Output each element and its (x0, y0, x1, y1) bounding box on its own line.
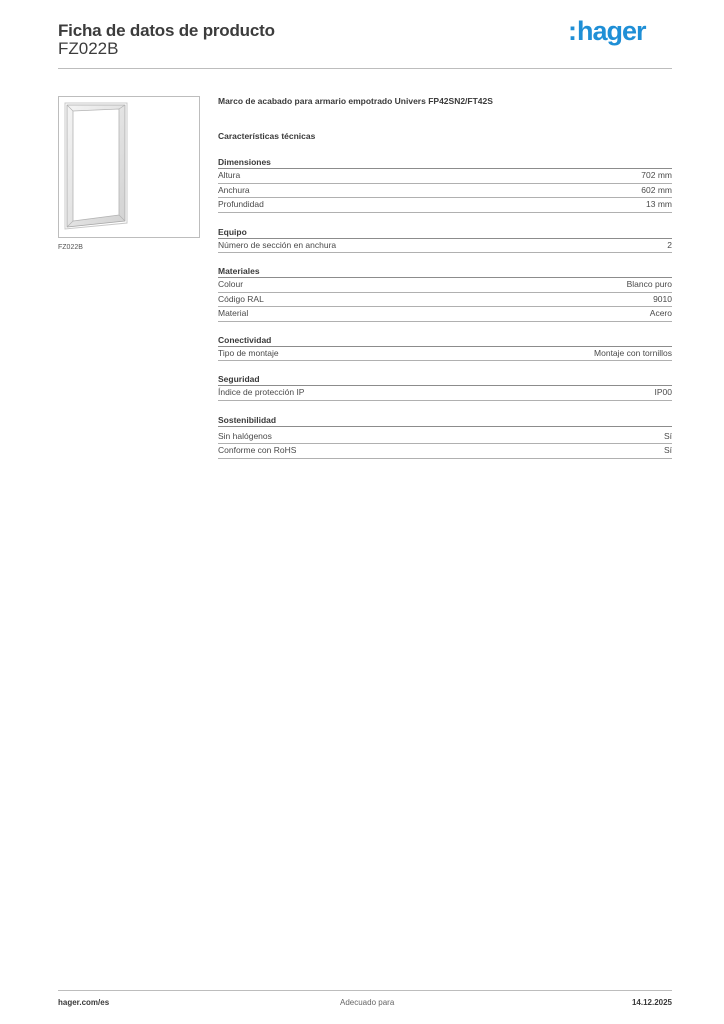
image-caption: FZ022B (58, 244, 83, 251)
spec-value: Blanco puro (626, 279, 672, 289)
spec-value: IP00 (654, 387, 672, 397)
header-divider (58, 68, 672, 69)
footer-date: 14.12.2025 (631, 998, 672, 1007)
section-title: Sostenibilidad (218, 415, 672, 427)
spec-row (218, 184, 672, 199)
spec-value: 2 (667, 239, 672, 250)
page-title: Ficha de datos de producto (58, 21, 275, 40)
logo-colon-icon: : (568, 16, 577, 46)
spec-label: Índice de protección IP (218, 387, 305, 397)
spec-value: 13 mm (646, 199, 672, 209)
spec-row (218, 278, 672, 293)
spec-value: 702 mm (641, 170, 672, 180)
section-seguridad (218, 374, 672, 401)
section-title: Seguridad (218, 374, 672, 386)
spec-label: Profundidad (218, 199, 264, 209)
spec-label: Conforme con RoHS (218, 445, 297, 455)
section-sostenibilidad (218, 415, 672, 459)
spec-label: Anchura (218, 184, 250, 195)
spec-label: Material (218, 308, 249, 318)
spec-row (218, 444, 672, 459)
spec-content (218, 96, 672, 459)
section-title: Conectividad (218, 335, 672, 347)
hager-logo (568, 16, 646, 47)
spec-value: Sí (663, 445, 672, 455)
spec-label: Sin halógenos (218, 430, 272, 441)
frame-product-image-icon (59, 97, 199, 237)
section-title: Equipo (218, 227, 672, 239)
spec-row (218, 293, 672, 308)
spec-row (218, 169, 672, 184)
spec-row (218, 347, 672, 362)
spec-value: 9010 (653, 293, 672, 304)
spec-value: Sí (663, 430, 672, 441)
spec-label: Código RAL (218, 293, 264, 304)
spec-row (218, 198, 672, 213)
logo-text: hager (577, 16, 646, 46)
spec-label: Número de sección en anchura (218, 239, 337, 250)
section-materiales (218, 266, 672, 322)
spec-label: Colour (218, 279, 244, 289)
spec-label: Altura (218, 170, 241, 180)
section-title: Materiales (218, 266, 672, 278)
footer-divider (58, 990, 672, 991)
product-description: Marco de acabado para armario empotrado Univers FP42SN2/FT42S (218, 96, 493, 106)
tech-heading: Características técnicas (218, 131, 316, 141)
section-title: Dimensiones (218, 157, 672, 169)
footer-website-link[interactable]: hager.com/es (58, 998, 110, 1007)
spec-row (218, 239, 672, 254)
spec-row (218, 430, 672, 445)
spec-row (218, 307, 672, 322)
spec-row (218, 386, 672, 401)
footer-suitable-for: Adecuado para (340, 998, 395, 1007)
section-conectividad (218, 335, 672, 362)
spec-value: 602 mm (641, 184, 672, 195)
spec-value: Montaje con tornillos (594, 347, 672, 358)
spec-label: Tipo de montaje (218, 347, 279, 358)
section-equipo (218, 227, 672, 254)
product-code: FZ022B (58, 39, 119, 58)
spec-value: Acero (649, 308, 672, 318)
section-dimensiones (218, 157, 672, 213)
product-image (58, 96, 200, 238)
